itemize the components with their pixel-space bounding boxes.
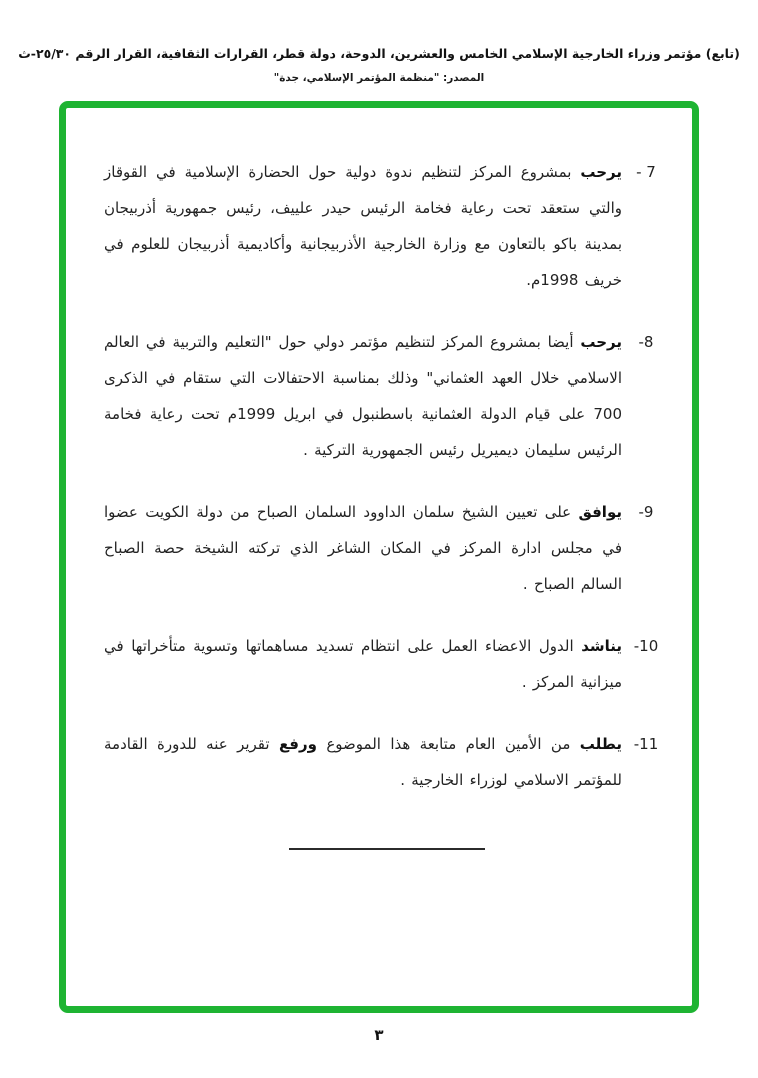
clause-body: من الأمين العام متابعة هذا الموضوع — [316, 735, 580, 753]
clause-number: -8 — [638, 333, 654, 351]
document-header — [0, 0, 758, 84]
clause-lead-word: يرحب — [580, 333, 622, 351]
clause-text — [104, 628, 622, 700]
clause-text — [104, 726, 622, 798]
page-number: ٣ — [374, 1026, 384, 1044]
clause-text — [104, 494, 622, 602]
resolution-clause-11 — [104, 726, 670, 798]
clause-lead-word: يناشد — [581, 637, 622, 655]
document-source-line: المصدر: "منظمة المؤتمر الإسلامي، جدة" — [273, 72, 485, 84]
scan-highlight-frame — [59, 101, 699, 1013]
clause-number: -9 — [638, 503, 654, 521]
clause-lead-word: يطلب — [579, 735, 622, 753]
resolution-clause-9 — [104, 494, 670, 602]
clause-number: -11 — [633, 735, 659, 753]
clause-text — [104, 154, 622, 298]
clause-body: أيضا بمشروع المركز لتنظيم مؤتمر دولي حول "التعليم والتربية في العالم الاسلامي خلال العهد العثماني" وذلك بمناسبة الاحتفالات التي ستقام في الذكرى 700 على قيام الدولة العثمانية باسطنبول في ابريل 1999م تحت رعاية فخامة الرئيس سليمان ديميريل رئيس الجمهورية التركية . — [104, 333, 622, 459]
clause-text — [104, 324, 622, 468]
resolution-clause-8 — [104, 324, 670, 468]
clause-lead-word: يوافق — [578, 503, 622, 521]
clause-lead-word: يرحب — [580, 163, 622, 181]
closing-divider-line — [289, 848, 485, 850]
clause-body: على تعيين الشيخ سلمان الداوود السلمان الصباح من دولة الكويت عضوا في مجلس ادارة المركز في المكان الشاغر الذي تركته الشيخة حصة الصباح السالم الصباح . — [104, 503, 622, 593]
clause-body: الدول الاعضاء العمل على انتظام تسديد مساهماتها وتسوية متأخراتها في ميزانية المركز . — [104, 637, 622, 691]
resolution-clause-10 — [104, 628, 670, 700]
clause-bold-word: ورفع — [278, 735, 317, 753]
clause-body: بمشروع المركز لتنظيم ندوة دولية حول الحضارة الإسلامية في القوقاز والتي ستعقد تحت رعاية فخامة الرئيس حيدر علييف، رئيس جمهورية أذربيجان بمدينة باكو بالتعاون مع وزارة الخارجية الأذربيجانية وأكاديمية أذربيجان للعلوم في خريف 1998م. — [104, 163, 622, 289]
resolution-clause-7 — [104, 154, 670, 298]
clause-body-cont: تقرير عنه للدورة القادمة للمؤتمر الاسلامي لوزراء الخارجية . — [104, 735, 622, 789]
clause-number: - 7 — [636, 163, 656, 181]
clause-number: -10 — [633, 637, 659, 655]
document-title-line: (تابع) مؤتمر وزراء الخارجية الإسلامي الخامس والعشرين، الدوحة، دولة قطر، القرارات الثقافية، القرار الرقم ٢٥/٣٠-ث — [18, 46, 740, 61]
